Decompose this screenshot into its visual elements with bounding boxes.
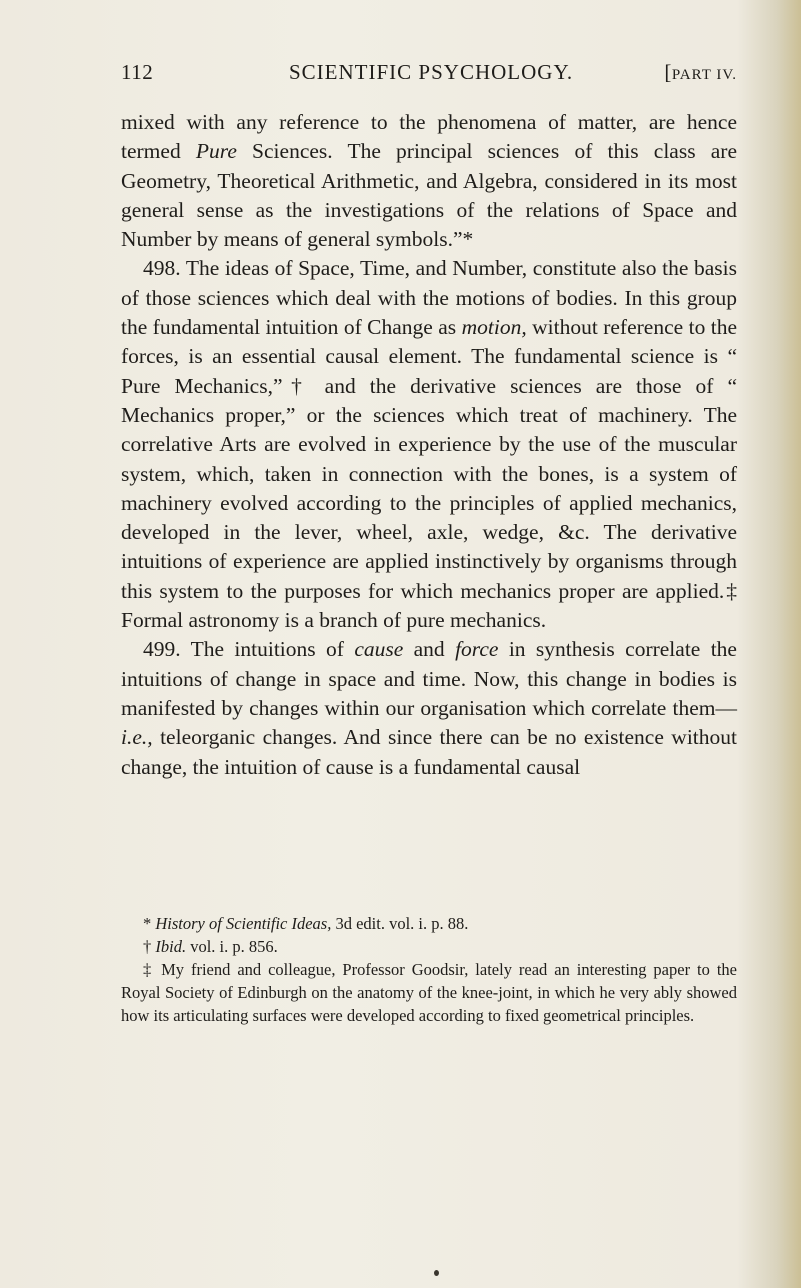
text-run: Sciences. The principal sciences of this class are Geometry, Theoretical Arithmetic, and Algebra, considered in its most general sense as the investigations of the relations of Space and Number by means of general symbols.”* [121,139,737,252]
part-bracket: [ [664,60,672,84]
part-text: PART IV. [671,67,737,83]
text-run: mixed with any reference to the phenomena of matter, are hence termed [121,110,737,164]
footnotes [121,912,737,1027]
italic-run: cause [354,637,404,662]
footnote-mark: † [143,937,156,956]
italic-run: force [455,637,499,662]
footnote-mark: * [143,914,156,933]
text-run: in synthesis correlate the intuitions of change in space and time. Now, this change in bodies is manifested by changes within our organisation which correlate them— [121,637,737,720]
ink-speck [434,1270,439,1276]
footnote-double-dagger [121,958,737,1027]
italic-run: Pure [195,139,237,164]
italic-run: Ibid. [155,937,187,956]
footnote-asterisk [121,912,737,935]
paragraph-continued [121,108,737,254]
text-run: 498. The ideas of Space, Time, and Number, constitute also the basis of those sciences which deal with the motions of bodies. In this group the fundamental intuition of Change as [121,256,737,340]
text-run: teleorganic changes. And since there can be no existence without change, the intuition of cause is a fundamental causal [121,725,737,779]
paragraph-499 [121,635,737,781]
text-run: 3d edit. vol. i. p. 88. [331,914,469,933]
text-run: 499. The intuitions of [143,637,355,662]
text-run: without reference to the forces, is an essential causal element. The fundamental science is “ Pure Mechanics,”† and the derivative sciences are those of “ Mechanics proper,” or the sciences which treat of machinery. The correlative Arts are evolved in experience by the use of the muscular system, which, taken in connection with the bones, is a system of machinery evolved according to the principles of applied mechanics, developed in the lever, wheel, axle, wedge, &c. The derivative intuitions of experience are applied instinctively by organisms through this system to the purposes for which mechanics proper are applied.‡ Formal astronomy is a branch of pure mechanics. [121,315,737,633]
italic-run: motion, [461,315,527,340]
italic-run: i.e., [121,725,153,750]
running-title: SCIENTIFIC PSYCHOLOGY. [289,60,574,84]
page-number: 112 [121,60,154,84]
footnote-dagger [121,935,737,958]
paragraph-498 [121,254,737,635]
text-run: and [403,637,456,662]
part-label [664,60,737,85]
footnote-mark: ‡ [143,960,162,979]
text-run: My friend and colleague, Professor Goodsir, lately read an interesting paper to the Royal Society of Edinburgh on the anatomy of the knee-joint, in which he very ably showed how its articulating surfaces were developed according to fixed geometrical principles. [121,960,737,1025]
italic-run: History of Scientific Ideas, [155,914,332,933]
text-run: vol. i. p. 856. [186,937,278,956]
main-text [121,108,737,782]
running-header [121,60,737,94]
